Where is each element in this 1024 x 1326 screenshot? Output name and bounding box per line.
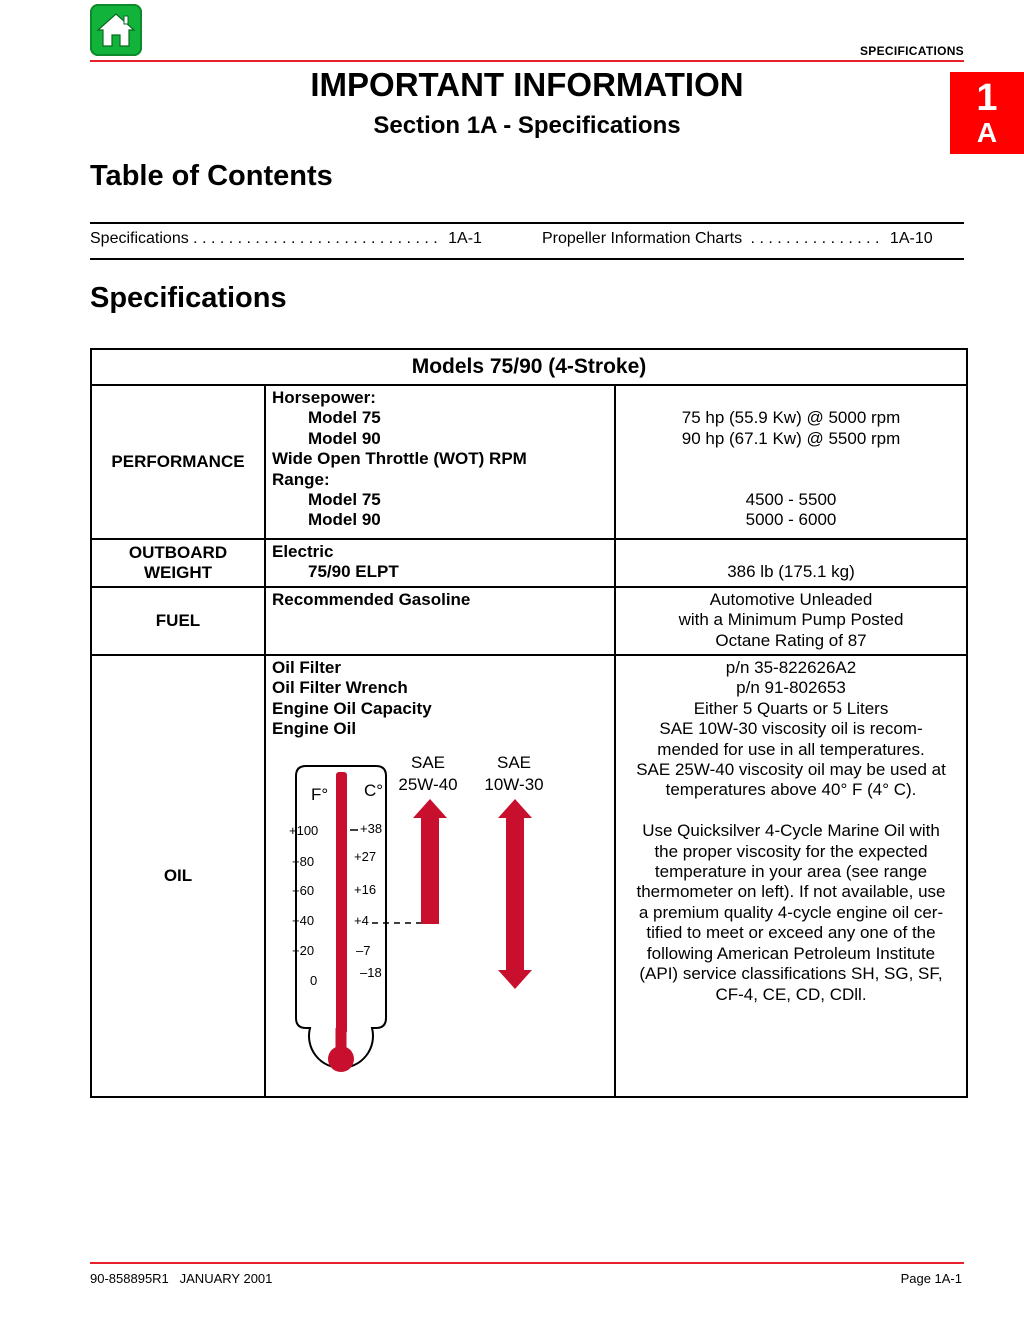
doc-date: JANUARY 2001	[179, 1271, 273, 1286]
toc-label: Propeller Information Charts	[542, 230, 743, 247]
toc-entry-specifications[interactable]	[90, 230, 482, 248]
wrench-pn: p/n 91-802653	[736, 678, 846, 698]
oil-wrench-label: Oil Filter Wrench	[272, 678, 408, 698]
oil-temperature-thermometer	[274, 748, 574, 1093]
fahrenheit-label: F°	[311, 785, 329, 804]
c-tick: +16	[354, 882, 377, 897]
footer-rule	[90, 1262, 964, 1264]
quicksilver-line: tified to meet or exceed any one of the	[646, 923, 936, 943]
category-performance: PERFORMANCE	[91, 385, 265, 539]
oil-capacity-label: Engine Oil Capacity	[272, 698, 432, 718]
model75-label: Model 75	[308, 490, 381, 510]
toc-label: Specifications	[90, 230, 189, 247]
toc-bottom-rule	[90, 258, 964, 260]
filter-pn: p/n 35-822626A2	[725, 658, 857, 677]
fuel-values	[615, 587, 967, 655]
toc-page: 1A-1	[448, 230, 482, 247]
quicksilver-line: (API) service classifications SH, SG, SF,	[639, 964, 943, 984]
viscosity-line: mended for use in all temperatures.	[657, 739, 925, 759]
fuel-value-line3: Octane Rating of 87	[715, 630, 867, 650]
sae2-label-line1: SAE	[496, 753, 532, 772]
rpm75-value: 4500 - 5500	[745, 490, 837, 510]
model90-label: Model 90	[308, 510, 381, 530]
toc-page: 1A-10	[889, 230, 933, 247]
footer-doc-info	[90, 1271, 272, 1286]
fuel-value-line2: with a Minimum Pump Posted	[678, 610, 904, 630]
category-fuel: FUEL	[91, 587, 265, 655]
page-title: IMPORTANT INFORMATION	[310, 66, 744, 103]
c-tick: +27	[354, 849, 377, 864]
capacity-value: Either 5 Quarts or 5 Liters	[693, 698, 889, 718]
quicksilver-line: following American Petroleum Institute	[646, 943, 936, 963]
toc-top-rule	[90, 222, 964, 224]
weight-labels	[265, 539, 615, 587]
weight-cat-line1: OUTBOARD	[128, 542, 228, 562]
oil-filter-label: Oil Filter	[272, 658, 341, 677]
viscosity-line: SAE 25W-40 viscosity oil may be used at	[636, 760, 946, 780]
sae1-label-line1: SAE	[410, 753, 446, 772]
tab-number: 1	[976, 77, 998, 119]
sae-10w30-range-arrow	[498, 799, 532, 989]
specifications-heading: Specifications	[90, 282, 287, 314]
sae-25w40-range-arrow	[413, 799, 447, 924]
page-subtitle: Section 1A - Specifications	[373, 112, 681, 139]
table-title: Models 75/90 (4-Stroke)	[91, 349, 967, 385]
toc-heading: Table of Contents	[90, 160, 333, 192]
fuel-label: Recommended Gasoline	[272, 590, 471, 609]
electric-label: Electric	[272, 542, 334, 561]
quicksilver-line: Use Quicksilver 4-Cycle Marine Oil with	[642, 821, 940, 841]
celsius-label: C°	[364, 781, 384, 800]
quicksilver-line: the proper viscosity for the expected	[654, 841, 928, 861]
f-tick: +40	[292, 913, 315, 928]
f-tick: +80	[292, 854, 315, 869]
header-rule	[90, 60, 964, 62]
f-tick: +60	[292, 883, 315, 898]
c-tick: –7	[356, 943, 371, 958]
quicksilver-line: temperature in your area (see range	[654, 862, 928, 882]
horsepower-label: Horsepower:	[272, 388, 376, 407]
sae1-label-line2: 25W-40	[398, 775, 458, 794]
quicksilver-line: thermometer on left). If not available, use	[636, 882, 946, 902]
c-tick: +38	[360, 821, 383, 836]
range-label: Range:	[272, 469, 330, 489]
hp75-value: 75 hp (55.9 Kw) @ 5000 rpm	[681, 408, 901, 428]
viscosity-line: temperatures above 40° F (4° C).	[665, 780, 917, 800]
mercury-bulb	[328, 1046, 354, 1072]
toc-dots: . . . . . . . . . . . . . . . . . . . . . . . . . . . .	[193, 230, 438, 247]
oil-values	[615, 655, 967, 1097]
model90-label: Model 90	[308, 428, 381, 448]
elpt-label: 75/90 ELPT	[308, 562, 399, 582]
home-button[interactable]	[90, 4, 142, 56]
wot-label: Wide Open Throttle (WOT) RPM	[272, 449, 527, 469]
quicksilver-line: CF-4, CE, CD, CDll.	[715, 984, 867, 1004]
engine-oil-label: Engine Oil	[272, 719, 357, 739]
weight-cat-line2: WEIGHT	[144, 563, 212, 582]
model75-label: Model 75	[308, 408, 381, 428]
home-icon	[96, 11, 136, 49]
weight-values	[615, 539, 967, 587]
c-tick: +4	[354, 913, 369, 928]
f-tick: +100	[289, 823, 319, 838]
toc-dots: . . . . . . . . . . . . . . .	[750, 230, 880, 247]
tab-letter: A	[976, 117, 998, 148]
page-number: Page 1A-1	[900, 1271, 962, 1286]
sae2-label-line2: 10W-30	[484, 775, 544, 794]
viscosity-line: SAE 10W-30 viscosity oil is recom-	[659, 719, 923, 739]
c-tick: –18	[360, 965, 382, 980]
fuel-value-line1: Automotive Unleaded	[709, 590, 873, 609]
performance-labels	[265, 385, 615, 539]
f-tick: +20	[292, 943, 315, 958]
weight-value: 386 lb (175.1 kg)	[727, 562, 855, 582]
doc-number: 90-858895R1	[90, 1271, 169, 1286]
section-label: SPECIFICATIONS	[860, 44, 964, 58]
category-oil: OIL	[91, 655, 265, 1097]
hp90-value: 90 hp (67.1 Kw) @ 5500 rpm	[681, 428, 901, 448]
rpm90-value: 5000 - 6000	[745, 510, 837, 530]
performance-values	[615, 385, 967, 539]
f-tick: 0	[310, 973, 318, 988]
quicksilver-line: a premium quality 4-cycle engine oil cer-	[638, 902, 944, 922]
mercury-column	[336, 772, 347, 1034]
category-weight	[91, 539, 265, 587]
fuel-labels	[265, 587, 615, 655]
toc-entry-propeller-charts[interactable]	[542, 230, 933, 248]
